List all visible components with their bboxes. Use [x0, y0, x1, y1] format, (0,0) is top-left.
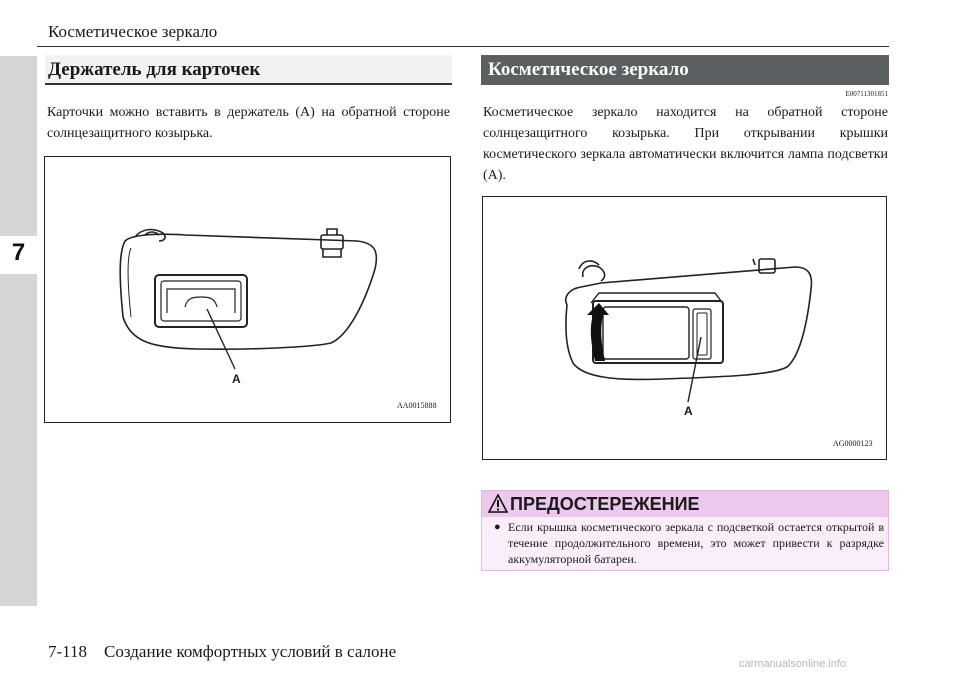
chapter-number: 7 [11, 239, 26, 266]
card-holder-text: Карточки можно вставить в держатель (A) на обратной стороне солнцезащитного козырька. [47, 105, 450, 141]
card-holder-heading-text: Держатель для карточек [48, 59, 261, 80]
vanity-mirror-heading-text: Косметическое зеркало [488, 59, 689, 80]
figure-id: AG0000123 [833, 439, 873, 448]
page-header-title: Косметическое зеркало [48, 22, 218, 41]
sun-visor-card-holder-illustration [45, 157, 450, 422]
watermark: carmanualsonline.info [739, 658, 847, 670]
card-holder-heading [45, 55, 452, 85]
vanity-mirror-heading [481, 55, 889, 85]
bullet-icon: ● [494, 521, 501, 533]
section-code: E00711301851 [845, 90, 888, 98]
warning-text: Если крышка косметического зеркала с подсветкой остается открытой в течение продолжительного времени, это может привести к разрядке аккумуляторной батареи. [508, 520, 884, 566]
warning-header [482, 491, 888, 517]
page-footer: 7-118 Создание комфортных условий в салоне [48, 642, 397, 661]
header-divider [37, 46, 889, 47]
vanity-mirror-text: Косметическое зеркало находится на обратной стороне солнцезащитного козырька. При открывании крышки косметического зеркала автоматически включится лампа подсветки (A). [483, 105, 888, 183]
warning-triangle-icon [488, 494, 508, 513]
figure-callout-a: A [232, 372, 241, 386]
figure-callout-a: A [684, 404, 693, 418]
warning-title: ПРЕДОСТЕРЕЖЕНИЕ [510, 494, 700, 514]
card-holder-figure [44, 156, 451, 423]
figure-id: AA0015888 [397, 401, 437, 410]
vanity-mirror-figure [482, 196, 887, 460]
warning-box [481, 490, 889, 571]
chapter-sidebar [0, 56, 37, 606]
sun-visor-mirror-illustration [483, 197, 886, 459]
